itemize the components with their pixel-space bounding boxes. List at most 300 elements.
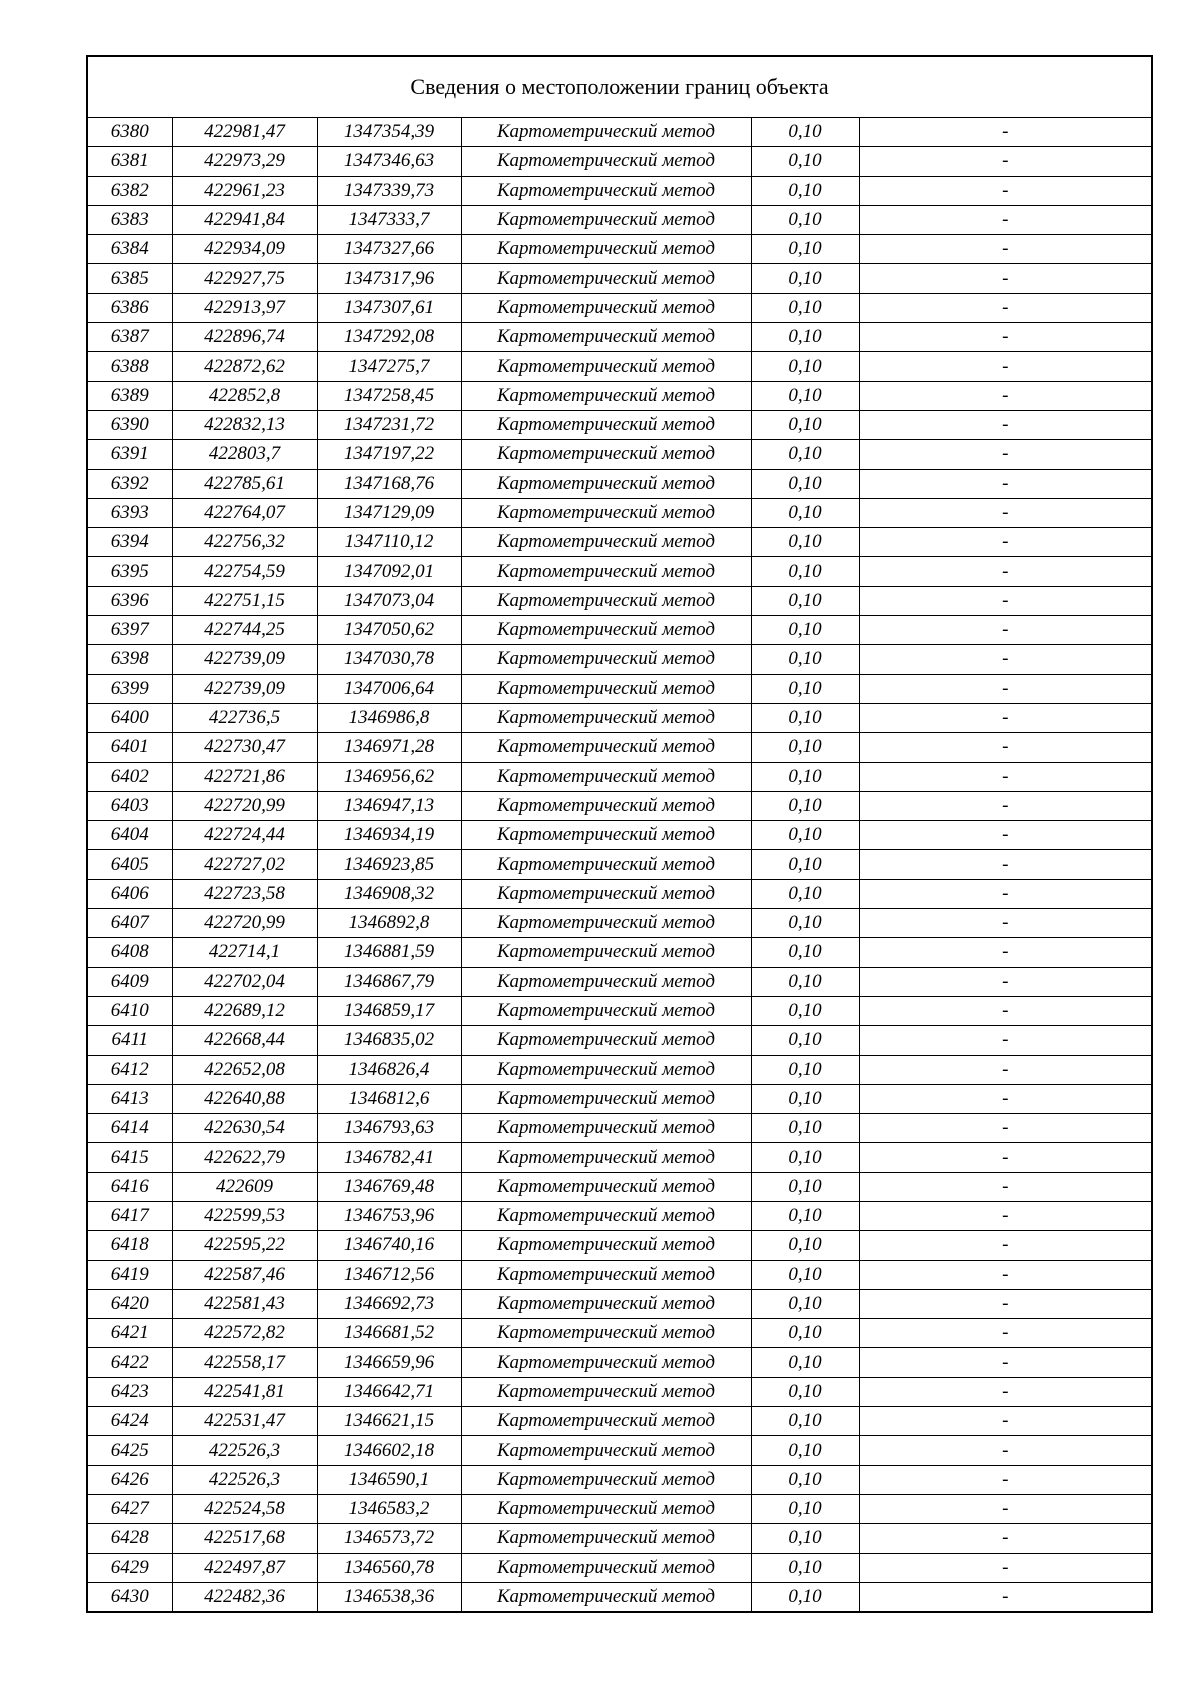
point-number-cell: 6414 xyxy=(87,1114,172,1143)
method-cell: Картометрический метод xyxy=(461,557,751,586)
x-coordinate-cell: 422803,7 xyxy=(172,440,317,469)
method-cell: Картометрический метод xyxy=(461,1026,751,1055)
precision-cell: 0,10 xyxy=(751,733,859,762)
x-coordinate-cell: 422785,61 xyxy=(172,469,317,498)
precision-cell: 0,10 xyxy=(751,909,859,938)
description-cell: - xyxy=(859,850,1152,879)
x-coordinate-cell: 422756,32 xyxy=(172,528,317,557)
table-row xyxy=(87,1201,1152,1230)
description-cell: - xyxy=(859,733,1152,762)
precision-cell: 0,10 xyxy=(751,235,859,264)
y-coordinate-cell: 1347292,08 xyxy=(317,323,461,352)
description-cell: - xyxy=(859,616,1152,645)
point-number-cell: 6384 xyxy=(87,235,172,264)
x-coordinate-cell: 422941,84 xyxy=(172,205,317,234)
x-coordinate-cell: 422730,47 xyxy=(172,733,317,762)
point-number-cell: 6380 xyxy=(87,118,172,147)
method-cell: Картометрический метод xyxy=(461,352,751,381)
description-cell: - xyxy=(859,645,1152,674)
table-row xyxy=(87,1231,1152,1260)
x-coordinate-cell: 422640,88 xyxy=(172,1084,317,1113)
point-number-cell: 6430 xyxy=(87,1582,172,1612)
method-cell: Картометрический метод xyxy=(461,176,751,205)
x-coordinate-cell: 422727,02 xyxy=(172,850,317,879)
table-row xyxy=(87,909,1152,938)
x-coordinate-cell: 422721,86 xyxy=(172,762,317,791)
point-number-cell: 6383 xyxy=(87,205,172,234)
precision-cell: 0,10 xyxy=(751,586,859,615)
y-coordinate-cell: 1346560,78 xyxy=(317,1553,461,1582)
point-number-cell: 6390 xyxy=(87,410,172,439)
description-cell: - xyxy=(859,264,1152,293)
method-cell: Картометрический метод xyxy=(461,938,751,967)
y-coordinate-cell: 1347092,01 xyxy=(317,557,461,586)
description-cell: - xyxy=(859,1494,1152,1523)
y-coordinate-cell: 1346908,32 xyxy=(317,879,461,908)
x-coordinate-cell: 422754,59 xyxy=(172,557,317,586)
description-cell: - xyxy=(859,996,1152,1025)
table-row xyxy=(87,762,1152,791)
y-coordinate-cell: 1347333,7 xyxy=(317,205,461,234)
table-row xyxy=(87,791,1152,820)
method-cell: Картометрический метод xyxy=(461,293,751,322)
point-number-cell: 6411 xyxy=(87,1026,172,1055)
y-coordinate-cell: 1346769,48 xyxy=(317,1172,461,1201)
point-number-cell: 6418 xyxy=(87,1231,172,1260)
description-cell: - xyxy=(859,1114,1152,1143)
y-coordinate-cell: 1346573,72 xyxy=(317,1524,461,1553)
x-coordinate-cell: 422896,74 xyxy=(172,323,317,352)
table-row xyxy=(87,1055,1152,1084)
table-row xyxy=(87,264,1152,293)
description-cell: - xyxy=(859,1143,1152,1172)
point-number-cell: 6427 xyxy=(87,1494,172,1523)
method-cell: Картометрический метод xyxy=(461,1494,751,1523)
description-cell: - xyxy=(859,1260,1152,1289)
table-body xyxy=(87,118,1152,1613)
y-coordinate-cell: 1346812,6 xyxy=(317,1084,461,1113)
y-coordinate-cell: 1347231,72 xyxy=(317,410,461,439)
y-coordinate-cell: 1346934,19 xyxy=(317,821,461,850)
description-cell: - xyxy=(859,205,1152,234)
y-coordinate-cell: 1346782,41 xyxy=(317,1143,461,1172)
x-coordinate-cell: 422961,23 xyxy=(172,176,317,205)
precision-cell: 0,10 xyxy=(751,176,859,205)
description-cell: - xyxy=(859,381,1152,410)
x-coordinate-cell: 422531,47 xyxy=(172,1407,317,1436)
description-cell: - xyxy=(859,791,1152,820)
table-row xyxy=(87,557,1152,586)
table-row xyxy=(87,879,1152,908)
method-cell: Картометрический метод xyxy=(461,674,751,703)
point-number-cell: 6421 xyxy=(87,1319,172,1348)
method-cell: Картометрический метод xyxy=(461,381,751,410)
table-row xyxy=(87,1114,1152,1143)
precision-cell: 0,10 xyxy=(751,967,859,996)
description-cell: - xyxy=(859,1319,1152,1348)
table-row xyxy=(87,498,1152,527)
point-number-cell: 6389 xyxy=(87,381,172,410)
table-row xyxy=(87,1407,1152,1436)
precision-cell: 0,10 xyxy=(751,850,859,879)
method-cell: Картометрический метод xyxy=(461,410,751,439)
description-cell: - xyxy=(859,176,1152,205)
precision-cell: 0,10 xyxy=(751,1407,859,1436)
description-cell: - xyxy=(859,1055,1152,1084)
y-coordinate-cell: 1346753,96 xyxy=(317,1201,461,1230)
description-cell: - xyxy=(859,235,1152,264)
method-cell: Картометрический метод xyxy=(461,205,751,234)
description-cell: - xyxy=(859,352,1152,381)
point-number-cell: 6387 xyxy=(87,323,172,352)
description-cell: - xyxy=(859,1582,1152,1612)
description-cell: - xyxy=(859,909,1152,938)
point-number-cell: 6417 xyxy=(87,1201,172,1230)
method-cell: Картометрический метод xyxy=(461,616,751,645)
method-cell: Картометрический метод xyxy=(461,762,751,791)
y-coordinate-cell: 1346947,13 xyxy=(317,791,461,820)
method-cell: Картометрический метод xyxy=(461,1319,751,1348)
boundary-coordinates-table xyxy=(86,55,1153,1613)
x-coordinate-cell: 422599,53 xyxy=(172,1201,317,1230)
point-number-cell: 6423 xyxy=(87,1377,172,1406)
precision-cell: 0,10 xyxy=(751,1231,859,1260)
x-coordinate-cell: 422622,79 xyxy=(172,1143,317,1172)
precision-cell: 0,10 xyxy=(751,1524,859,1553)
precision-cell: 0,10 xyxy=(751,1055,859,1084)
description-cell: - xyxy=(859,967,1152,996)
table-row xyxy=(87,323,1152,352)
table-row xyxy=(87,469,1152,498)
description-cell: - xyxy=(859,118,1152,147)
precision-cell: 0,10 xyxy=(751,762,859,791)
y-coordinate-cell: 1346602,18 xyxy=(317,1436,461,1465)
y-coordinate-cell: 1346881,59 xyxy=(317,938,461,967)
precision-cell: 0,10 xyxy=(751,323,859,352)
description-cell: - xyxy=(859,879,1152,908)
table-row xyxy=(87,821,1152,850)
x-coordinate-cell: 422739,09 xyxy=(172,645,317,674)
table-row xyxy=(87,1026,1152,1055)
point-number-cell: 6403 xyxy=(87,791,172,820)
description-cell: - xyxy=(859,1084,1152,1113)
x-coordinate-cell: 422981,47 xyxy=(172,118,317,147)
x-coordinate-cell: 422714,1 xyxy=(172,938,317,967)
x-coordinate-cell: 422913,97 xyxy=(172,293,317,322)
method-cell: Картометрический метод xyxy=(461,586,751,615)
y-coordinate-cell: 1347339,73 xyxy=(317,176,461,205)
precision-cell: 0,10 xyxy=(751,264,859,293)
y-coordinate-cell: 1346590,1 xyxy=(317,1465,461,1494)
table-row xyxy=(87,1494,1152,1523)
table-row xyxy=(87,1377,1152,1406)
y-coordinate-cell: 1346692,73 xyxy=(317,1289,461,1318)
method-cell: Картометрический метод xyxy=(461,323,751,352)
y-coordinate-cell: 1346538,36 xyxy=(317,1582,461,1612)
method-cell: Картометрический метод xyxy=(461,1553,751,1582)
x-coordinate-cell: 422572,82 xyxy=(172,1319,317,1348)
y-coordinate-cell: 1346956,62 xyxy=(317,762,461,791)
point-number-cell: 6413 xyxy=(87,1084,172,1113)
table-row xyxy=(87,440,1152,469)
point-number-cell: 6400 xyxy=(87,703,172,732)
table-row xyxy=(87,1319,1152,1348)
point-number-cell: 6409 xyxy=(87,967,172,996)
y-coordinate-cell: 1346986,8 xyxy=(317,703,461,732)
method-cell: Картометрический метод xyxy=(461,1260,751,1289)
table-row xyxy=(87,967,1152,996)
precision-cell: 0,10 xyxy=(751,645,859,674)
precision-cell: 0,10 xyxy=(751,1084,859,1113)
y-coordinate-cell: 1346923,85 xyxy=(317,850,461,879)
point-number-cell: 6406 xyxy=(87,879,172,908)
x-coordinate-cell: 422652,08 xyxy=(172,1055,317,1084)
point-number-cell: 6397 xyxy=(87,616,172,645)
description-cell: - xyxy=(859,1231,1152,1260)
point-number-cell: 6416 xyxy=(87,1172,172,1201)
x-coordinate-cell: 422630,54 xyxy=(172,1114,317,1143)
point-number-cell: 6398 xyxy=(87,645,172,674)
x-coordinate-cell: 422739,09 xyxy=(172,674,317,703)
y-coordinate-cell: 1347006,64 xyxy=(317,674,461,703)
x-coordinate-cell: 422973,29 xyxy=(172,147,317,176)
y-coordinate-cell: 1347030,78 xyxy=(317,645,461,674)
precision-cell: 0,10 xyxy=(751,1026,859,1055)
method-cell: Картометрический метод xyxy=(461,1084,751,1113)
x-coordinate-cell: 422702,04 xyxy=(172,967,317,996)
precision-cell: 0,10 xyxy=(751,205,859,234)
table-row xyxy=(87,1436,1152,1465)
point-number-cell: 6385 xyxy=(87,264,172,293)
method-cell: Картометрический метод xyxy=(461,1201,751,1230)
point-number-cell: 6391 xyxy=(87,440,172,469)
precision-cell: 0,10 xyxy=(751,1553,859,1582)
y-coordinate-cell: 1346659,96 xyxy=(317,1348,461,1377)
precision-cell: 0,10 xyxy=(751,1582,859,1612)
y-coordinate-cell: 1347317,96 xyxy=(317,264,461,293)
method-cell: Картометрический метод xyxy=(461,733,751,762)
document-page xyxy=(86,55,1151,1613)
precision-cell: 0,10 xyxy=(751,821,859,850)
y-coordinate-cell: 1347275,7 xyxy=(317,352,461,381)
precision-cell: 0,10 xyxy=(751,1172,859,1201)
table-row xyxy=(87,1289,1152,1318)
table-row xyxy=(87,1524,1152,1553)
method-cell: Картометрический метод xyxy=(461,235,751,264)
point-number-cell: 6419 xyxy=(87,1260,172,1289)
description-cell: - xyxy=(859,1524,1152,1553)
precision-cell: 0,10 xyxy=(751,381,859,410)
table-row xyxy=(87,528,1152,557)
table-row xyxy=(87,703,1152,732)
method-cell: Картометрический метод xyxy=(461,1436,751,1465)
table-row xyxy=(87,1582,1152,1612)
method-cell: Картометрический метод xyxy=(461,645,751,674)
method-cell: Картометрический метод xyxy=(461,850,751,879)
point-number-cell: 6422 xyxy=(87,1348,172,1377)
x-coordinate-cell: 422497,87 xyxy=(172,1553,317,1582)
table-row xyxy=(87,586,1152,615)
x-coordinate-cell: 422852,8 xyxy=(172,381,317,410)
point-number-cell: 6396 xyxy=(87,586,172,615)
precision-cell: 0,10 xyxy=(751,352,859,381)
precision-cell: 0,10 xyxy=(751,616,859,645)
table-row xyxy=(87,1348,1152,1377)
table-row xyxy=(87,205,1152,234)
y-coordinate-cell: 1347346,63 xyxy=(317,147,461,176)
point-number-cell: 6386 xyxy=(87,293,172,322)
method-cell: Картометрический метод xyxy=(461,821,751,850)
y-coordinate-cell: 1347354,39 xyxy=(317,118,461,147)
x-coordinate-cell: 422751,15 xyxy=(172,586,317,615)
y-coordinate-cell: 1346835,02 xyxy=(317,1026,461,1055)
method-cell: Картометрический метод xyxy=(461,469,751,498)
table-title-row xyxy=(87,56,1152,118)
method-cell: Картометрический метод xyxy=(461,528,751,557)
x-coordinate-cell: 422832,13 xyxy=(172,410,317,439)
x-coordinate-cell: 422609 xyxy=(172,1172,317,1201)
precision-cell: 0,10 xyxy=(751,703,859,732)
y-coordinate-cell: 1347168,76 xyxy=(317,469,461,498)
precision-cell: 0,10 xyxy=(751,879,859,908)
y-coordinate-cell: 1347197,22 xyxy=(317,440,461,469)
table-title: Сведения о местоположении границ объекта xyxy=(87,56,1152,118)
point-number-cell: 6412 xyxy=(87,1055,172,1084)
y-coordinate-cell: 1346859,17 xyxy=(317,996,461,1025)
description-cell: - xyxy=(859,703,1152,732)
table-row xyxy=(87,176,1152,205)
precision-cell: 0,10 xyxy=(751,938,859,967)
description-cell: - xyxy=(859,1172,1152,1201)
table-row xyxy=(87,147,1152,176)
description-cell: - xyxy=(859,1407,1152,1436)
y-coordinate-cell: 1346583,2 xyxy=(317,1494,461,1523)
table-row xyxy=(87,938,1152,967)
precision-cell: 0,10 xyxy=(751,1260,859,1289)
x-coordinate-cell: 422872,62 xyxy=(172,352,317,381)
point-number-cell: 6395 xyxy=(87,557,172,586)
table-row xyxy=(87,352,1152,381)
point-number-cell: 6381 xyxy=(87,147,172,176)
precision-cell: 0,10 xyxy=(751,791,859,820)
point-number-cell: 6394 xyxy=(87,528,172,557)
method-cell: Картометрический метод xyxy=(461,1348,751,1377)
description-cell: - xyxy=(859,674,1152,703)
x-coordinate-cell: 422689,12 xyxy=(172,996,317,1025)
y-coordinate-cell: 1346740,16 xyxy=(317,1231,461,1260)
y-coordinate-cell: 1347258,45 xyxy=(317,381,461,410)
description-cell: - xyxy=(859,938,1152,967)
point-number-cell: 6410 xyxy=(87,996,172,1025)
x-coordinate-cell: 422482,36 xyxy=(172,1582,317,1612)
y-coordinate-cell: 1347129,09 xyxy=(317,498,461,527)
x-coordinate-cell: 422541,81 xyxy=(172,1377,317,1406)
precision-cell: 0,10 xyxy=(751,528,859,557)
method-cell: Картометрический метод xyxy=(461,1114,751,1143)
method-cell: Картометрический метод xyxy=(461,118,751,147)
point-number-cell: 6401 xyxy=(87,733,172,762)
precision-cell: 0,10 xyxy=(751,469,859,498)
precision-cell: 0,10 xyxy=(751,410,859,439)
method-cell: Картометрический метод xyxy=(461,703,751,732)
description-cell: - xyxy=(859,469,1152,498)
description-cell: - xyxy=(859,1377,1152,1406)
y-coordinate-cell: 1346826,4 xyxy=(317,1055,461,1084)
y-coordinate-cell: 1346971,28 xyxy=(317,733,461,762)
table-row xyxy=(87,381,1152,410)
point-number-cell: 6407 xyxy=(87,909,172,938)
table-row xyxy=(87,674,1152,703)
y-coordinate-cell: 1347073,04 xyxy=(317,586,461,615)
x-coordinate-cell: 422668,44 xyxy=(172,1026,317,1055)
table-row xyxy=(87,118,1152,147)
y-coordinate-cell: 1346892,8 xyxy=(317,909,461,938)
precision-cell: 0,10 xyxy=(751,1436,859,1465)
y-coordinate-cell: 1347307,61 xyxy=(317,293,461,322)
y-coordinate-cell: 1347110,12 xyxy=(317,528,461,557)
y-coordinate-cell: 1347327,66 xyxy=(317,235,461,264)
method-cell: Картометрический метод xyxy=(461,967,751,996)
description-cell: - xyxy=(859,1348,1152,1377)
x-coordinate-cell: 422927,75 xyxy=(172,264,317,293)
point-number-cell: 6382 xyxy=(87,176,172,205)
description-cell: - xyxy=(859,323,1152,352)
point-number-cell: 6424 xyxy=(87,1407,172,1436)
description-cell: - xyxy=(859,1026,1152,1055)
method-cell: Картометрический метод xyxy=(461,996,751,1025)
description-cell: - xyxy=(859,1553,1152,1582)
table-row xyxy=(87,1465,1152,1494)
table-row xyxy=(87,1553,1152,1582)
precision-cell: 0,10 xyxy=(751,1465,859,1494)
x-coordinate-cell: 422724,44 xyxy=(172,821,317,850)
point-number-cell: 6420 xyxy=(87,1289,172,1318)
precision-cell: 0,10 xyxy=(751,1289,859,1318)
x-coordinate-cell: 422723,58 xyxy=(172,879,317,908)
table-row xyxy=(87,733,1152,762)
point-number-cell: 6429 xyxy=(87,1553,172,1582)
point-number-cell: 6428 xyxy=(87,1524,172,1553)
point-number-cell: 6404 xyxy=(87,821,172,850)
precision-cell: 0,10 xyxy=(751,118,859,147)
x-coordinate-cell: 422526,3 xyxy=(172,1465,317,1494)
x-coordinate-cell: 422720,99 xyxy=(172,909,317,938)
precision-cell: 0,10 xyxy=(751,557,859,586)
table-row xyxy=(87,293,1152,322)
y-coordinate-cell: 1346621,15 xyxy=(317,1407,461,1436)
table-row xyxy=(87,996,1152,1025)
y-coordinate-cell: 1346793,63 xyxy=(317,1114,461,1143)
precision-cell: 0,10 xyxy=(751,147,859,176)
method-cell: Картометрический метод xyxy=(461,1377,751,1406)
description-cell: - xyxy=(859,1201,1152,1230)
method-cell: Картометрический метод xyxy=(461,1231,751,1260)
point-number-cell: 6408 xyxy=(87,938,172,967)
y-coordinate-cell: 1347050,62 xyxy=(317,616,461,645)
x-coordinate-cell: 422744,25 xyxy=(172,616,317,645)
method-cell: Картометрический метод xyxy=(461,1289,751,1318)
precision-cell: 0,10 xyxy=(751,1377,859,1406)
description-cell: - xyxy=(859,293,1152,322)
method-cell: Картометрический метод xyxy=(461,879,751,908)
table-row xyxy=(87,1260,1152,1289)
x-coordinate-cell: 422764,07 xyxy=(172,498,317,527)
x-coordinate-cell: 422581,43 xyxy=(172,1289,317,1318)
description-cell: - xyxy=(859,586,1152,615)
description-cell: - xyxy=(859,1436,1152,1465)
point-number-cell: 6425 xyxy=(87,1436,172,1465)
table-row xyxy=(87,410,1152,439)
